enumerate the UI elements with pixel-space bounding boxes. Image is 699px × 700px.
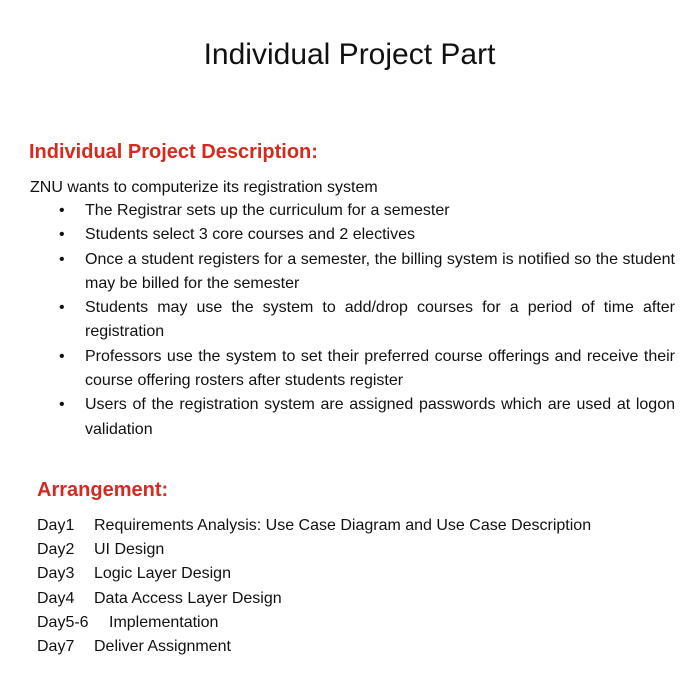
schedule-day: Day3 [37, 565, 75, 583]
schedule-row [37, 587, 591, 611]
page-title: Individual Project Part [203, 38, 496, 71]
schedule-row [37, 514, 591, 538]
bullet-icon: • [59, 202, 65, 219]
list-item-text: The Registrar sets up the curriculum for a semester [85, 202, 450, 219]
schedule-day: Day5-6 [37, 613, 89, 631]
list-item-text: Professors use the system to set their preferred course offerings and receive their course offering rosters after students register [85, 347, 675, 390]
bullet-icon: • [59, 347, 65, 365]
schedule-day: Day7 [37, 638, 75, 656]
list-item-text: Users of the registration system are assigned passwords which are used at logon validation [85, 396, 675, 438]
list-item [55, 223, 675, 247]
schedule-task: Logic Layer Design [94, 565, 231, 583]
list-item [55, 296, 675, 345]
arrangement-schedule [37, 514, 591, 659]
schedule-row [37, 562, 591, 586]
schedule-day: Day1 [37, 517, 75, 534]
schedule-row [37, 635, 591, 659]
bullet-icon: • [59, 396, 65, 414]
schedule-day: Day4 [37, 589, 75, 607]
list-item [55, 199, 675, 223]
arrangement-heading: Arrangement: [37, 479, 169, 501]
description-heading: Individual Project Description: [29, 141, 318, 163]
list-item [55, 248, 675, 297]
requirements-list [55, 199, 675, 442]
schedule-day: Day2 [37, 541, 75, 559]
schedule-row [37, 538, 591, 562]
list-item [55, 345, 675, 394]
schedule-row [37, 611, 591, 635]
schedule-task: UI Design [94, 541, 165, 559]
schedule-task: Implementation [109, 613, 219, 631]
list-item-text: Students select 3 core courses and 2 electives [85, 226, 415, 244]
list-item-text: Once a student registers for a semester, the billing system is notified so the student may be billed for the semester [85, 250, 675, 292]
description-intro: ZNU wants to computerize its registration system [30, 179, 378, 196]
schedule-task: Requirements Analysis: Use Case Diagram and Use Case Description [94, 517, 592, 534]
list-item [55, 393, 675, 442]
list-item-text: Students may use the system to add/drop courses for a period of time after registration [85, 299, 675, 341]
bullet-icon: • [59, 250, 65, 268]
bullet-icon: • [59, 226, 65, 244]
bullet-icon: • [59, 299, 65, 317]
schedule-task: Deliver Assignment [94, 638, 231, 656]
schedule-task: Data Access Layer Design [94, 589, 282, 607]
